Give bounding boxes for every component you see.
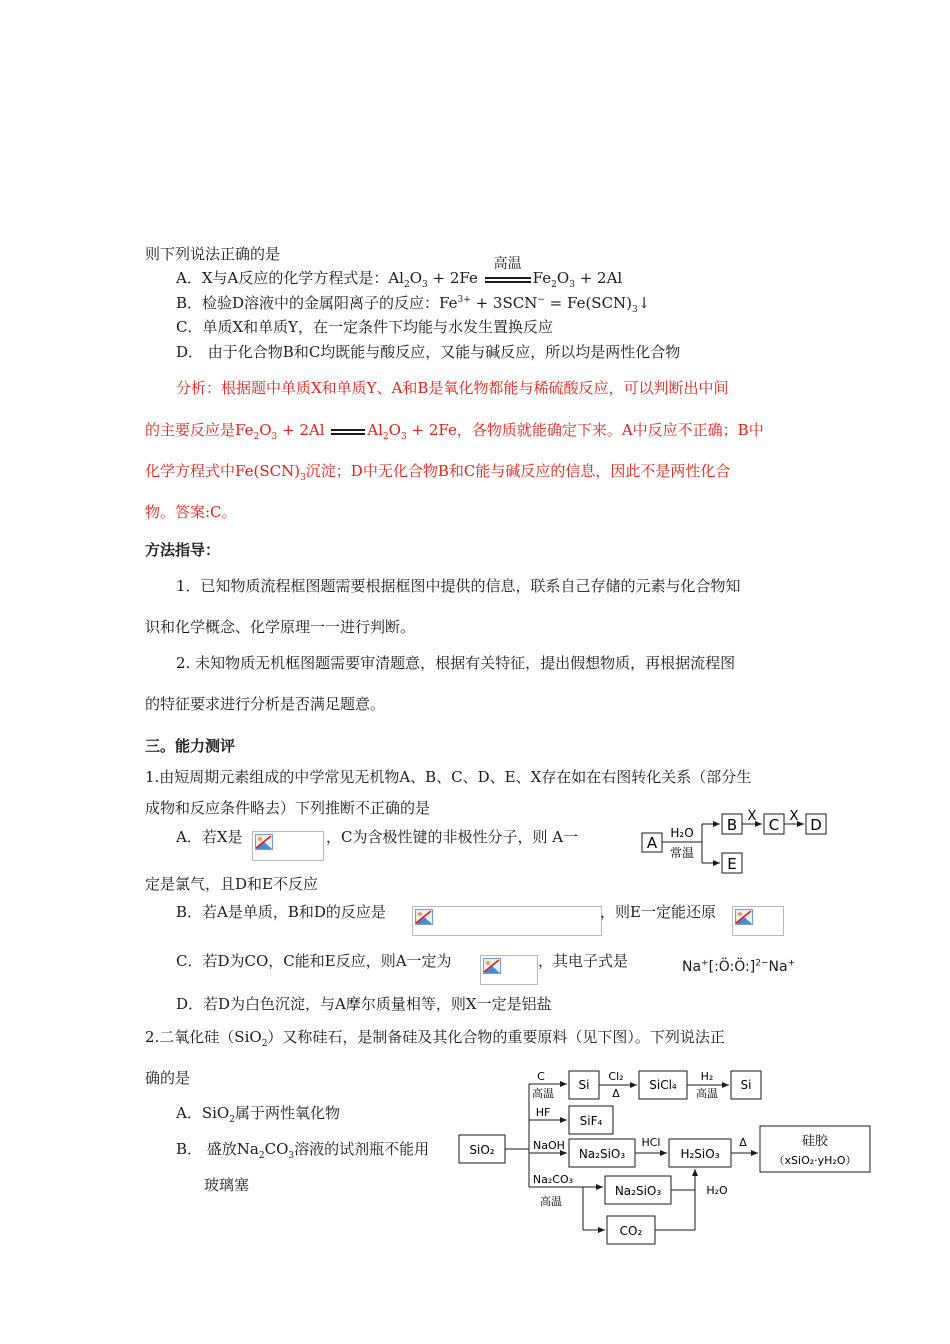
option-b-text: B．检验D溶液中的金属阳离子的反应：Fe: [176, 294, 458, 312]
q1-option-c-part2: ，其电子式是: [538, 952, 629, 970]
q1-option-d: D．若D为白色沉淀，与A摩尔质量相等，则X一定是铝盐: [176, 995, 552, 1013]
sub: 2: [551, 280, 557, 290]
sup: 3+: [457, 295, 471, 305]
method-p1-line2: 识和化学概念、化学原理一一进行判断。: [145, 618, 416, 636]
na-symbol: Na: [682, 959, 702, 975]
method-p1-line1: 1．已知物质流程框图题需要根据框图中提供的信息，联系自己存储的元素与化合物知: [176, 577, 741, 595]
label-na2sio3: Na₂SiO₃: [578, 1147, 626, 1161]
q2-option-a-text: A．SiO: [176, 1104, 230, 1122]
option-a-text: + 2Fe: [427, 269, 478, 287]
sio2-flowchart: [455, 1066, 875, 1248]
sup: 2−: [755, 958, 769, 969]
label-sif4: SiF₄: [579, 1114, 603, 1128]
option-a-text: O: [556, 269, 570, 287]
label-hf: HF: [535, 1106, 551, 1119]
label-a: A: [646, 834, 658, 852]
label-c: C: [537, 1070, 545, 1083]
label-condition: 常温: [669, 846, 695, 860]
label-delta1: Δ: [612, 1087, 620, 1100]
analysis-line-3: [145, 461, 730, 481]
option-b: [176, 293, 650, 313]
sub: 3: [422, 280, 428, 290]
reaction-equals-sign: [483, 256, 533, 288]
analysis-text: + 2Fe，各物质就能确定下来。A中反应不正确；B中: [406, 421, 764, 439]
label-si-2: Si: [740, 1078, 752, 1092]
option-b-text: + 3SCN: [470, 294, 538, 312]
label-c-cond: 高温: [532, 1087, 554, 1100]
sub: 2: [403, 280, 410, 290]
missing-image-placeholder: [412, 906, 602, 936]
intro-text: 则下列说法正确的是: [145, 245, 281, 263]
q1-option-c-part1: C．若D为CO，C能和E反应，则A一定为: [176, 952, 452, 970]
q2-option-a-text: 属于两性氧化物: [234, 1104, 340, 1122]
method-title: 方法指导：: [145, 541, 221, 559]
option-a-text: A．X与A反应的化学方程式是：Al: [176, 269, 404, 287]
q2-option-b: [176, 1139, 429, 1159]
label-e: E: [727, 855, 737, 873]
label-na2co3: Na₂CO₃: [532, 1173, 574, 1186]
analysis-text: O: [388, 421, 401, 439]
sub: 3: [569, 280, 575, 290]
label-h2sio3: H₂SiO₃: [680, 1147, 720, 1161]
label-na2sio3-b: Na₂SiO₃: [614, 1184, 662, 1198]
analysis-text: 化学方程式中Fe(SCN): [145, 462, 301, 480]
label-sicl4: SiCl₄: [649, 1078, 677, 1092]
option-b-text: ↓: [637, 294, 651, 312]
broken-image-icon: [415, 909, 433, 925]
label-na2co3-cond: 高温: [540, 1195, 562, 1208]
missing-image-placeholder: [480, 955, 538, 985]
option-b-text: = Fe(SCN): [544, 294, 633, 312]
label-naoh: NaOH: [533, 1139, 565, 1152]
q1-option-a-part2: ，C为含极性键的非极性分子，则 A一: [326, 828, 579, 846]
label-si: Si: [578, 1078, 590, 1092]
label-co2: CO₂: [619, 1224, 643, 1238]
label-hcl: HCl: [641, 1136, 661, 1149]
analysis-line-2: [145, 420, 764, 440]
reaction-equals-sign: [329, 420, 367, 440]
q2-option-b-line2: 玻璃塞: [204, 1176, 250, 1194]
label-d: D: [810, 816, 822, 834]
sup: −: [537, 295, 545, 305]
sub: 2: [258, 1151, 265, 1161]
q1-line2: 成物和反应条件略去）下列推断不正确的是: [145, 799, 431, 817]
q2-text: 2.二氧化硅（SiO: [145, 1028, 262, 1046]
method-p2-line2: 的特征要求进行分析是否满足题意。: [145, 695, 386, 713]
reaction-condition: 高温: [493, 256, 522, 272]
label-x2: X: [789, 809, 799, 824]
sub: 3: [271, 432, 278, 442]
option-a-text: + 2Al: [574, 269, 623, 287]
analysis-line-1: 分析：根据题中单质X和单质Y、A和B是氧化物都能与稀硫酸反应，可以判断出中间: [176, 379, 729, 397]
label-water: H₂O: [670, 826, 694, 840]
option-a: [176, 256, 623, 290]
broken-image-icon: [735, 909, 753, 925]
sub: 2: [229, 1115, 235, 1125]
sub: 2: [253, 432, 260, 442]
na-symbol: Na: [768, 959, 788, 975]
sub: 2: [382, 432, 389, 442]
section-3-title: 三。能力测评: [145, 737, 236, 755]
q2-line1: [145, 1027, 725, 1047]
analysis-text: Al: [367, 421, 383, 439]
analysis-text: 沉淀；D中无化合物B和C能与碱反应的信息，因此不是两性化合: [305, 462, 731, 480]
option-a-text: O: [409, 269, 423, 287]
q2-option-b-text: CO: [264, 1140, 289, 1158]
q1-option-a-part3: 定是氯气，且D和E不反应: [145, 875, 318, 893]
q2-option-b-text: B． 盛放Na: [176, 1140, 259, 1158]
label-gel: 硅胶: [801, 1134, 829, 1149]
method-p2-line1: 2. 未知物质无机框图题需要审清题意，根据有关特征，提出假想物质，再根据流程图: [176, 654, 736, 672]
broken-image-icon: [483, 958, 501, 974]
label-sio2: SiO₂: [469, 1143, 495, 1157]
missing-image-placeholder: [252, 831, 324, 861]
electron-formula: [682, 957, 795, 977]
option-a-text: Fe: [532, 269, 552, 287]
q1-option-a-part1: A．若X是: [176, 828, 243, 846]
analysis-text: O: [259, 421, 272, 439]
q2-line2: 确的是: [145, 1069, 191, 1087]
label-h2-cond: 高温: [696, 1087, 718, 1100]
analysis-line-4: 物。答案:C。: [145, 503, 237, 521]
analysis-text: 的主要反应是Fe: [145, 421, 254, 439]
transformation-diagram: [640, 808, 830, 878]
label-gel-formula: （xSiO₂·yH₂O）: [773, 1154, 857, 1167]
q1-option-b-part1: B．若A是单质，B和D的反应是: [176, 903, 386, 921]
sub: 2: [261, 1039, 268, 1049]
broken-image-icon: [255, 834, 273, 850]
option-c: C．单质X和单质Y，在一定条件下均能与水发生置换反应: [176, 318, 554, 336]
label-h2o: H₂O: [706, 1184, 728, 1197]
label-b: B: [726, 816, 738, 834]
label-h2: H₂: [700, 1070, 714, 1083]
option-d: D． 由于化合物B和C均既能与酸反应，又能与碱反应，所以均是两性化合物: [176, 343, 681, 361]
sup: +: [701, 958, 709, 969]
sub: 3: [400, 432, 407, 442]
analysis-text: + 2Al: [277, 421, 330, 439]
q2-option-a: [176, 1103, 340, 1123]
label-x1: X: [747, 809, 757, 824]
peroxide-ion: [:Ö:Ö:]: [708, 959, 756, 975]
label-delta2: Δ: [739, 1136, 747, 1149]
sub: 3: [300, 473, 306, 483]
q1-option-b-part2: ，则E一定能还原: [600, 903, 716, 921]
q2-option-b-text: 溶液的试剂瓶不能用: [294, 1140, 430, 1158]
sup: +: [787, 958, 796, 969]
label-c: C: [768, 816, 780, 834]
sub: 3: [288, 1151, 295, 1161]
sub: 3: [632, 305, 638, 315]
label-cl2: Cl₂: [608, 1070, 624, 1083]
q2-text: ）又称硅石，是制备硅及其化合物的重要原料（见下图）。下列说法正: [267, 1028, 725, 1046]
q1-line1: 1.由短周期元素组成的中学常见无机物A、B、C、D、E、X存在如在右图转化关系（部分生: [145, 768, 752, 786]
missing-image-placeholder: [732, 906, 784, 936]
